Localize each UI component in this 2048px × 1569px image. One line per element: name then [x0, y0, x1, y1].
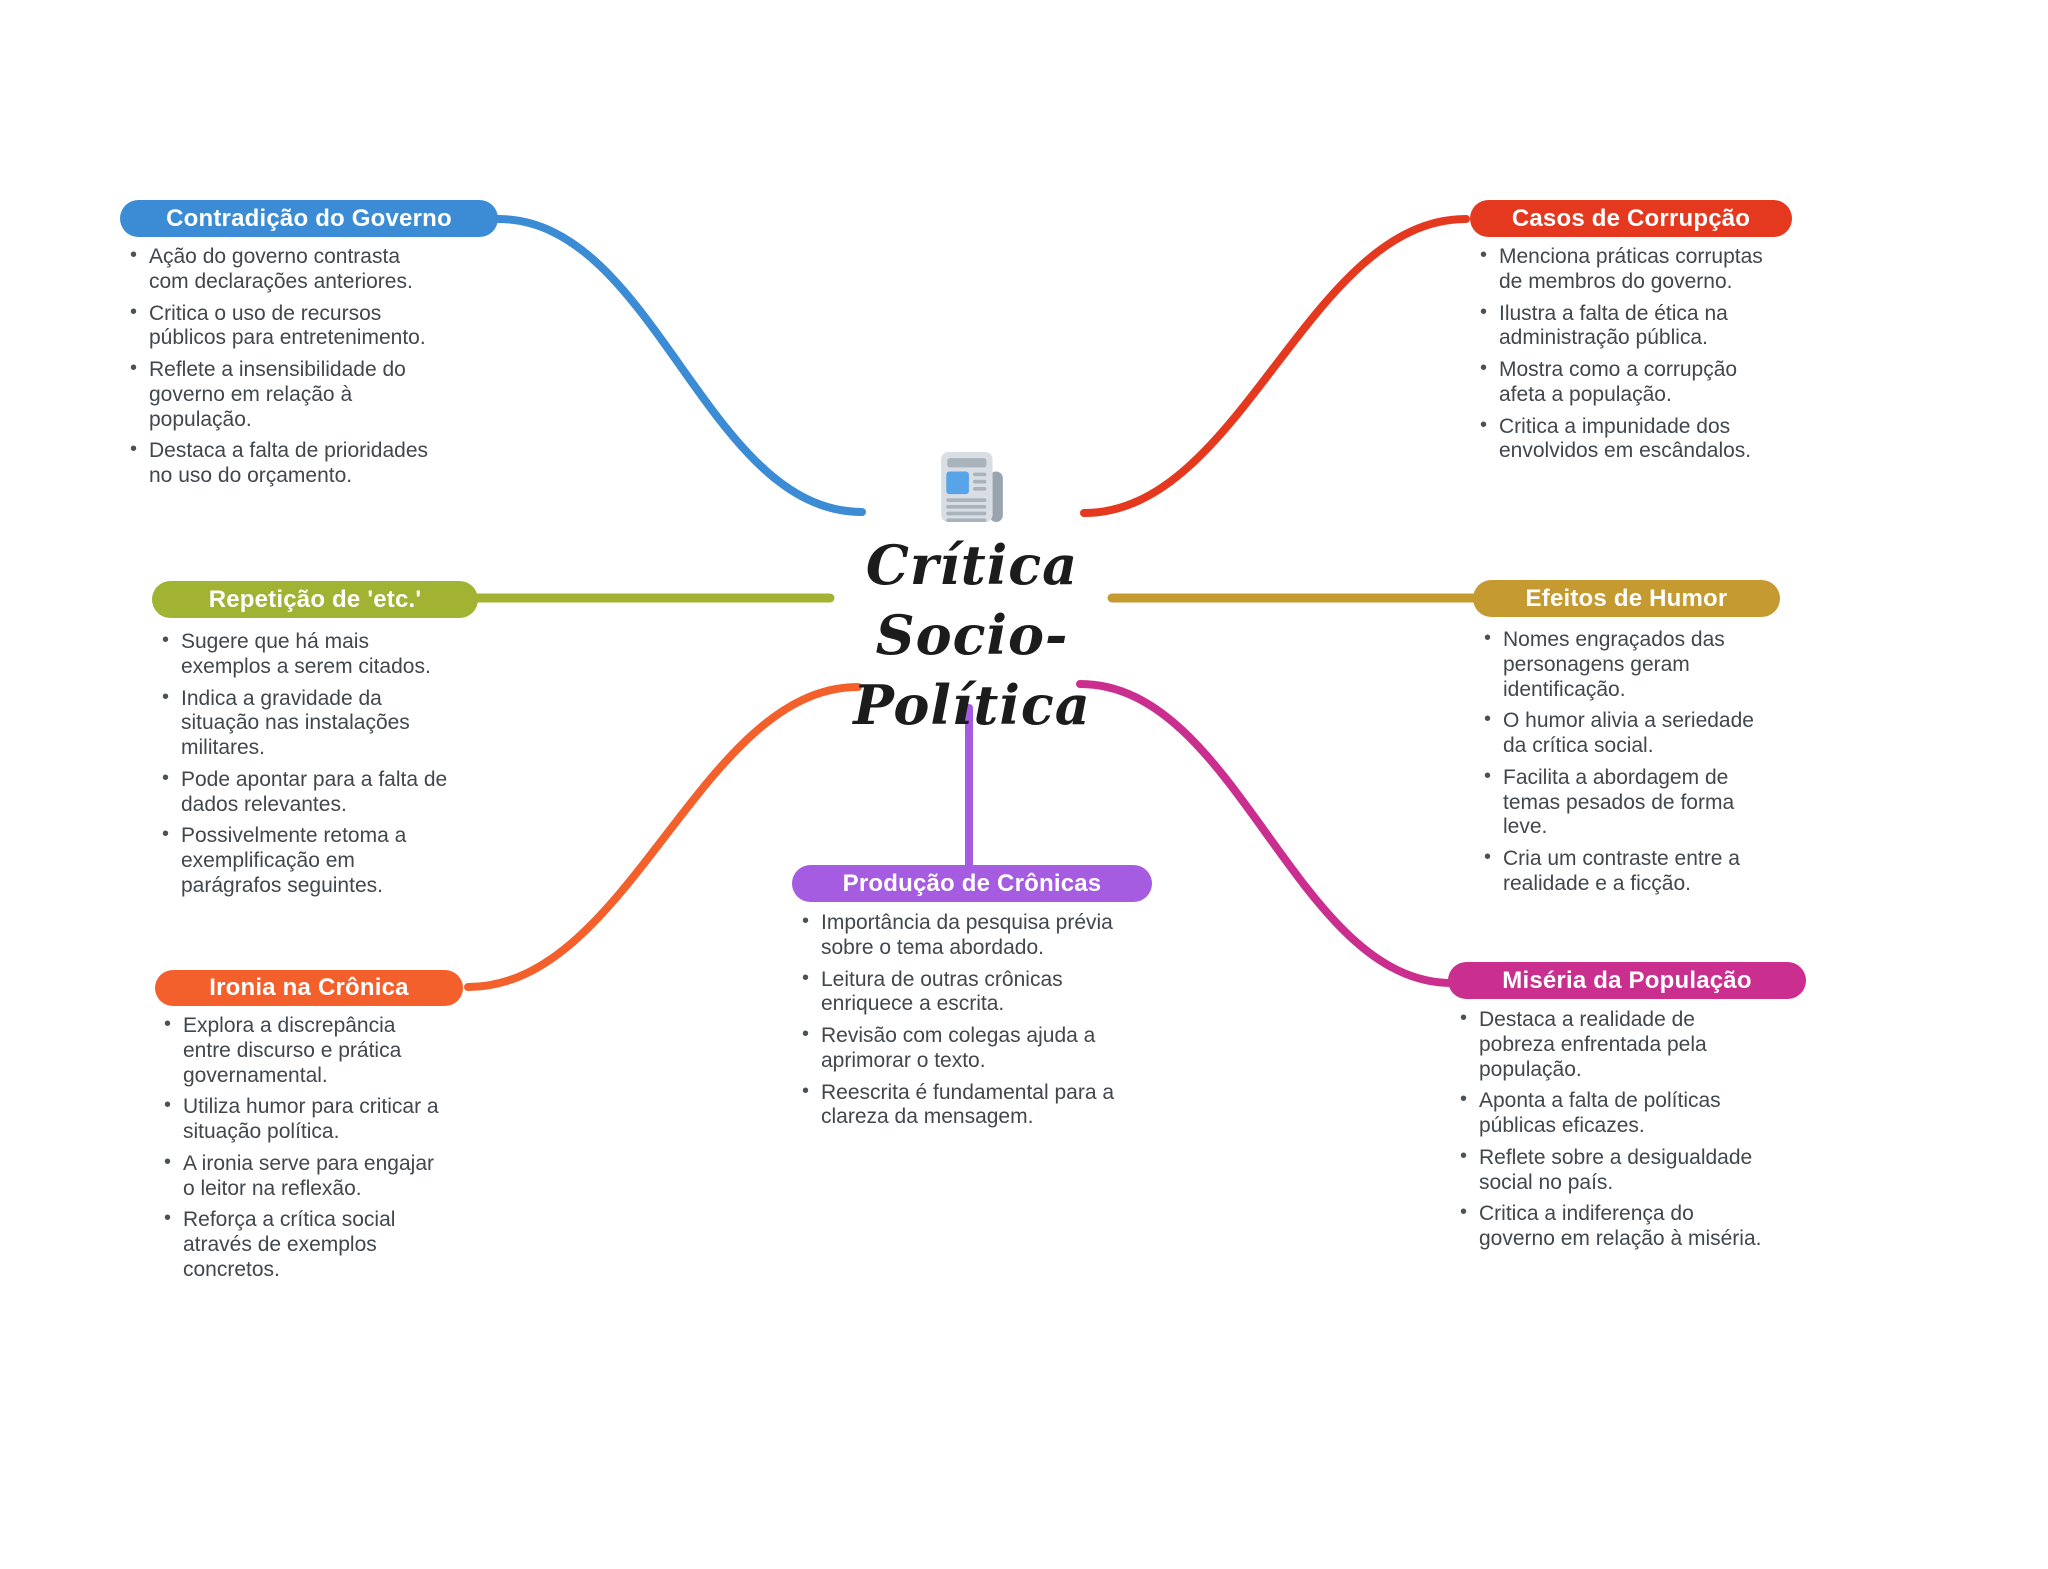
node-pill-miseria[interactable]: Miséria da População [1448, 962, 1806, 999]
bullet-item: • Destaca a realidade de pobreza enfrentada pela população. [1456, 1008, 1771, 1082]
bullet-item: • Nomes engraçados das personagens geram identificação. [1480, 628, 1770, 702]
bullet-item: • Reflete sobre a desigualdade social no país. [1456, 1146, 1771, 1196]
bullet-item: • Menciona práticas corruptas de membros do governo. [1476, 245, 1776, 295]
node-pill-repeticao[interactable]: Repetição de 'etc.' [152, 581, 478, 618]
bullet-item: • Aponta a falta de políticas públicas eficazes. [1456, 1089, 1771, 1139]
branch-bullet-list [1456, 1008, 1771, 1259]
branch-bullet-list [1480, 628, 1770, 904]
central-topic[interactable] [772, 452, 1172, 740]
bullet-item: • Mostra como a corrupção afeta a população. [1476, 358, 1776, 408]
central-title-line1: Crítica [865, 533, 1079, 597]
bullet-item: • Explora a discrepância entre discurso e prática governamental. [160, 1014, 442, 1088]
node-pill-efeitos[interactable]: Efeitos de Humor [1473, 580, 1780, 617]
bullet-item: • Importância da pesquisa prévia sobre o tema abordado. [798, 911, 1148, 961]
bullet-item: • Sugere que há mais exemplos a serem citados. [158, 630, 450, 680]
bullet-item: • Reescrita é fundamental para a clareza da mensagem. [798, 1081, 1148, 1131]
branch-bullet-list [1476, 245, 1776, 471]
bullet-item: • Leitura de outras crônicas enriquece a escrita. [798, 968, 1148, 1018]
bullet-item: • Destaca a falta de prioridades no uso do orçamento. [126, 439, 441, 489]
branch-bullet-list [160, 1014, 442, 1290]
branch-bullet-list [798, 911, 1148, 1137]
bullet-item: • Reflete a insensibilidade do governo em relação à população. [126, 358, 441, 432]
bullet-item: • A ironia serve para engajar o leitor na reflexão. [160, 1152, 442, 1202]
node-pill-ironia[interactable]: Ironia na Crônica [155, 970, 463, 1006]
node-pill-casos[interactable]: Casos de Corrupção [1470, 200, 1792, 237]
bullet-item: • Ação do governo contrasta com declarações anteriores. [126, 245, 441, 295]
node-pill-contradicao[interactable]: Contradição do Governo [120, 200, 498, 237]
bullet-item: • Indica a gravidade da situação nas instalações militares. [158, 687, 450, 761]
bullet-item: • Critica o uso de recursos públicos para entretenimento. [126, 302, 441, 352]
node-pill-producao[interactable]: Produção de Crônicas [792, 865, 1152, 902]
bullet-item: • Reforça a crítica social através de exemplos concretos. [160, 1208, 442, 1282]
central-title-line2: Socio-Política [853, 603, 1091, 737]
branch-bullet-list [158, 630, 450, 906]
bullet-item: • Utiliza humor para criticar a situação política. [160, 1095, 442, 1145]
bullet-item: • Cria um contraste entre a realidade e a ficção. [1480, 847, 1770, 897]
bullet-item: • Critica a impunidade dos envolvidos em escândalos. [1476, 415, 1776, 465]
bullet-item: • Ilustra a falta de ética na administração pública. [1476, 302, 1776, 352]
bullet-item: • Critica a indiferença do governo em relação à miséria. [1456, 1202, 1771, 1252]
branch-bullet-list [126, 245, 441, 496]
bullet-item: • Pode apontar para a falta de dados relevantes. [158, 768, 450, 818]
bullet-item: • Revisão com colegas ajuda a aprimorar o texto. [798, 1024, 1148, 1074]
bullet-item: • Facilita a abordagem de temas pesados de forma leve. [1480, 766, 1770, 840]
bullet-item: • O humor alivia a seriedade da crítica social. [1480, 709, 1770, 759]
bullet-item: • Possivelmente retoma a exemplificação em parágrafos seguintes. [158, 824, 450, 898]
newspaper-icon [772, 452, 1172, 530]
